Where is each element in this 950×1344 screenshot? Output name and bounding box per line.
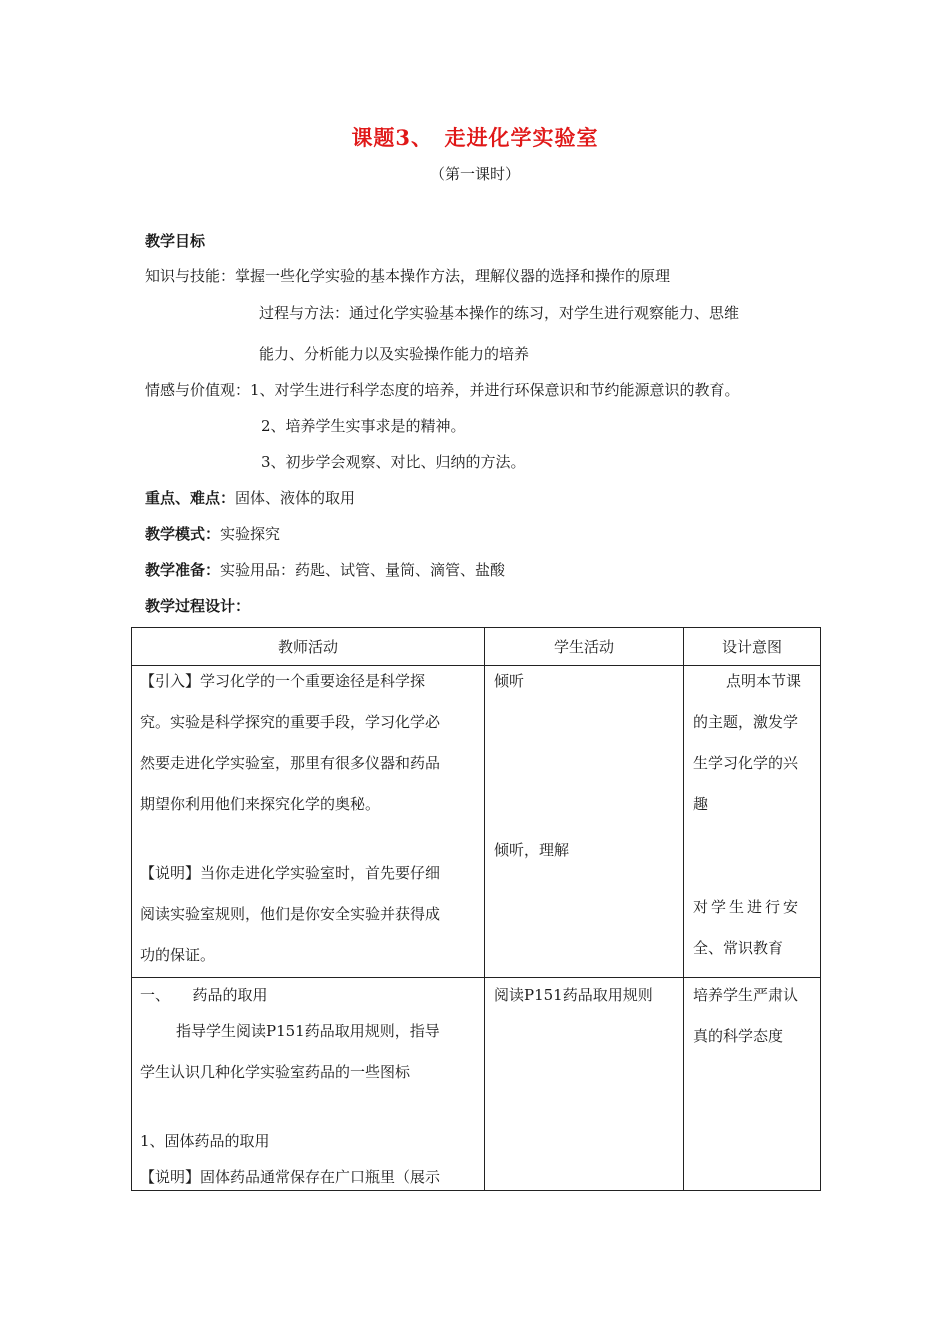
row1-teacher-line: 阅读实验室规则，他们是你安全实验并获得成 [140,905,441,923]
row2-student-cell [485,978,684,1191]
row2-teacher-line: 【说明】固体药品通常保存在广口瓶里（展示 [140,1168,441,1186]
row1-student-line: 倾听 [494,672,525,690]
key-points-line [145,487,355,508]
row1-teacher-line: 功的保证。 [140,946,216,964]
row2-intent-line: 真的科学态度 [693,1027,784,1045]
teaching-mode-line [145,523,280,544]
row2-teacher-cell [132,978,485,1191]
row1-intent-line: 对学生进行安 [693,898,802,916]
emotion-text-1: 情感与价值观：1、对学生进行科学态度的培养，并进行环保意识和节约能源意识的教育。 [145,381,740,399]
row2-teacher-line: 学生认识几种化学实验室药品的一些图标 [140,1063,411,1081]
row1-teacher-line: 究。实验是科学探究的重要手段，学习化学必 [140,713,441,731]
table-row [132,666,821,978]
teaching-prep-label: 教学准备： [145,561,221,579]
process-method-text-2: 能力、分析能力以及实验操作能力的培养 [259,345,530,363]
lesson-process-table [131,627,821,1191]
row1-teacher-line: 【引入】学习化学的一个重要途径是科学探 [140,672,426,690]
key-points-value: 固体、液体的取用 [235,489,356,507]
row2-teacher-line: 1、固体药品的取用 [140,1132,270,1150]
teaching-mode-value: 实验探究 [220,525,281,543]
emotion-text-2: 2、培养学生实事求是的精神。 [261,417,466,435]
emotion-text-3: 3、初步学会观察、对比、归纳的方法。 [261,453,526,471]
row1-intent-cell [684,666,821,978]
row1-intent-line: 生学习化学的兴 [693,754,799,772]
row2-student-line: 阅读P151药品取用规则 [494,986,653,1004]
row1-intent-line: 全、常识教育 [693,939,784,957]
teaching-prep-line [145,559,505,580]
process-heading: 教学过程设计： [145,597,251,615]
row1-teacher-cell [132,666,485,978]
row1-teacher-line: 然要走进化学实验室，那里有很多仪器和药品 [140,754,441,772]
teaching-mode-label: 教学模式： [145,525,221,543]
row1-student-cell [485,666,684,978]
lesson-subtitle: （第一课时） [429,165,520,183]
table-row [132,978,821,1191]
row2-intent-cell [684,978,821,1191]
row2-teacher-line: 一、 药品的取用 [140,986,268,1004]
row1-intent-line: 的主题，激发学 [693,713,799,731]
row2-teacher-line: 指导学生阅读P151药品取用规则，指导 [176,1022,440,1040]
row1-intent-line: 趣 [693,795,709,813]
row1-teacher-line: 【说明】当你走进化学实验室时，首先要仔细 [140,864,441,882]
header-student-activity: 学生活动 [485,628,684,666]
row2-intent-line: 培养学生严肃认 [693,986,799,1004]
row1-teacher-line: 期望你利用他们来探究化学的奥秘。 [140,795,381,813]
process-method-text-1: 过程与方法：通过化学实验基本操作的练习，对学生进行观察能力、思维 [259,304,740,322]
table-header-row [132,628,821,666]
header-design-intent: 设计意图 [684,628,821,666]
row1-student-line: 倾听，理解 [494,841,570,859]
knowledge-skill-text: 知识与技能：掌握一些化学实验的基本操作方法，理解仪器的选择和操作的原理 [145,267,671,285]
teaching-prep-value: 实验用品：药匙、试管、量筒、滴管、盐酸 [220,561,506,579]
header-teacher-activity: 教师活动 [132,628,485,666]
key-points-label: 重点、难点： [145,489,236,507]
lesson-title: 课题3、 走进化学实验室 [351,125,599,150]
row1-intent-line: 点明本节课 [726,672,802,690]
objectives-heading: 教学目标 [145,232,206,250]
